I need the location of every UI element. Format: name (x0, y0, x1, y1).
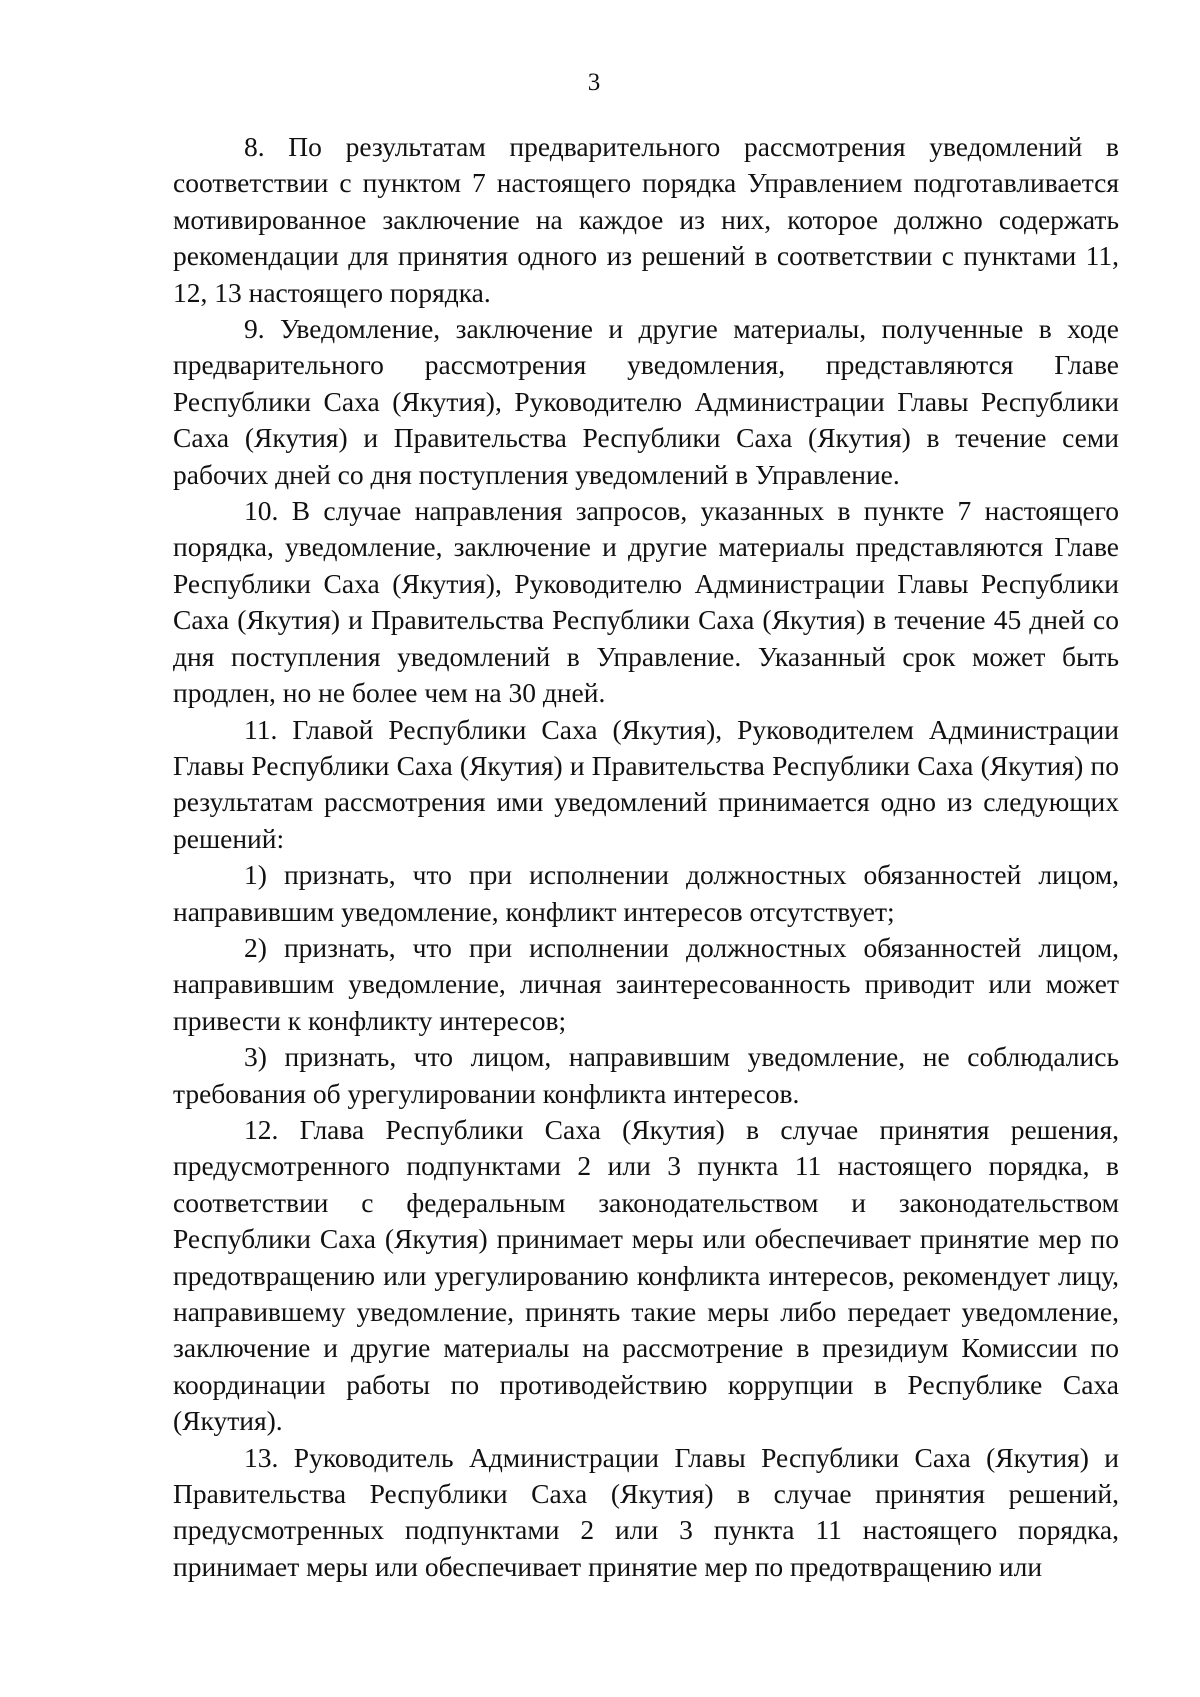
subitem-11-2: 2) признать, что при исполнении должностных обязанностей лицом, направившим уведомление, личная заинтересованность приводит или может привести к конфликту интересов; (173, 931, 1119, 1036)
paragraph-10: 10. В случае направления запросов, указанных в пункте 7 настоящего порядка, уведомление, заключение и другие материалы представляются Главе Республики Саха (Якутия), Руководителю Администрации Главы Республики Саха (Якутия) и Правительства Республики Саха (Якутия) в течение 45 дней со дня поступления уведомлений в Управление. Указанный срок может быть продлен, но не более чем на 30 дней. (173, 495, 1119, 709)
subitem-11-3: 3) признать, что лицом, направившим уведомление, не соблюдались требования об урегулировании конфликта интересов. (173, 1041, 1119, 1109)
paragraph-13: 13. Руководитель Администрации Главы Республики Саха (Якутия) и Правительства Республики Саха (Якутия) в случае принятия решений, предусмотренных подпунктами 2 или 3 пункта 11 настоящего порядка, принимает меры или обеспечивает принятие мер по предотвращению или (173, 1441, 1119, 1582)
paragraph-11: 11. Главой Республики Саха (Якутия), Руководителем Администрации Главы Республики Саха (Якутия) и Правительства Республики Саха (Якутия) по результатам рассмотрения ими уведомлений принимается одно из следующих решений: (173, 713, 1119, 854)
subitem-11-1: 1) признать, что при исполнении должностных обязанностей лицом, направившим уведомление, конфликт интересов отсутствует; (173, 859, 1119, 927)
document-body (173, 129, 1119, 1585)
paragraph-12: 12. Глава Республики Саха (Якутия) в случае принятия решения, предусмотренного подпунктами 2 или 3 пункта 11 настоящего порядка, в соответствии с федеральным законодательством и законодательством Республики Саха (Якутия) принимает меры или обеспечивает принятие мер по предотвращению или урегулированию конфликта интересов, рекомендует лицу, направившему уведомление, принять такие меры либо передает уведомление, заключение и другие материалы на рассмотрение в президиум Комиссии по координации работы по противодействию коррупции в Республике Саха (Якутия). (173, 1113, 1119, 1437)
paragraph-9: 9. Уведомление, заключение и другие материалы, полученные в ходе предварительного рассмотрения уведомления, представляются Главе Республики Саха (Якутия), Руководителю Администрации Главы Республики Саха (Якутия) и Правительства Республики Саха (Якутия) в течение семи рабочих дней со дня поступления уведомлений в Управление. (173, 313, 1119, 490)
paragraph-8: 8. По результатам предварительного рассмотрения уведомлений в соответствии с пунктом 7 настоящего порядка Управлением подготавливается мотивированное заключение на каждое из них, которое должно содержать рекомендации для принятия одного из решений в соответствии с пунктами 11, 12, 13 настоящего порядка. (173, 131, 1119, 308)
page-number: 3 (587, 69, 601, 96)
